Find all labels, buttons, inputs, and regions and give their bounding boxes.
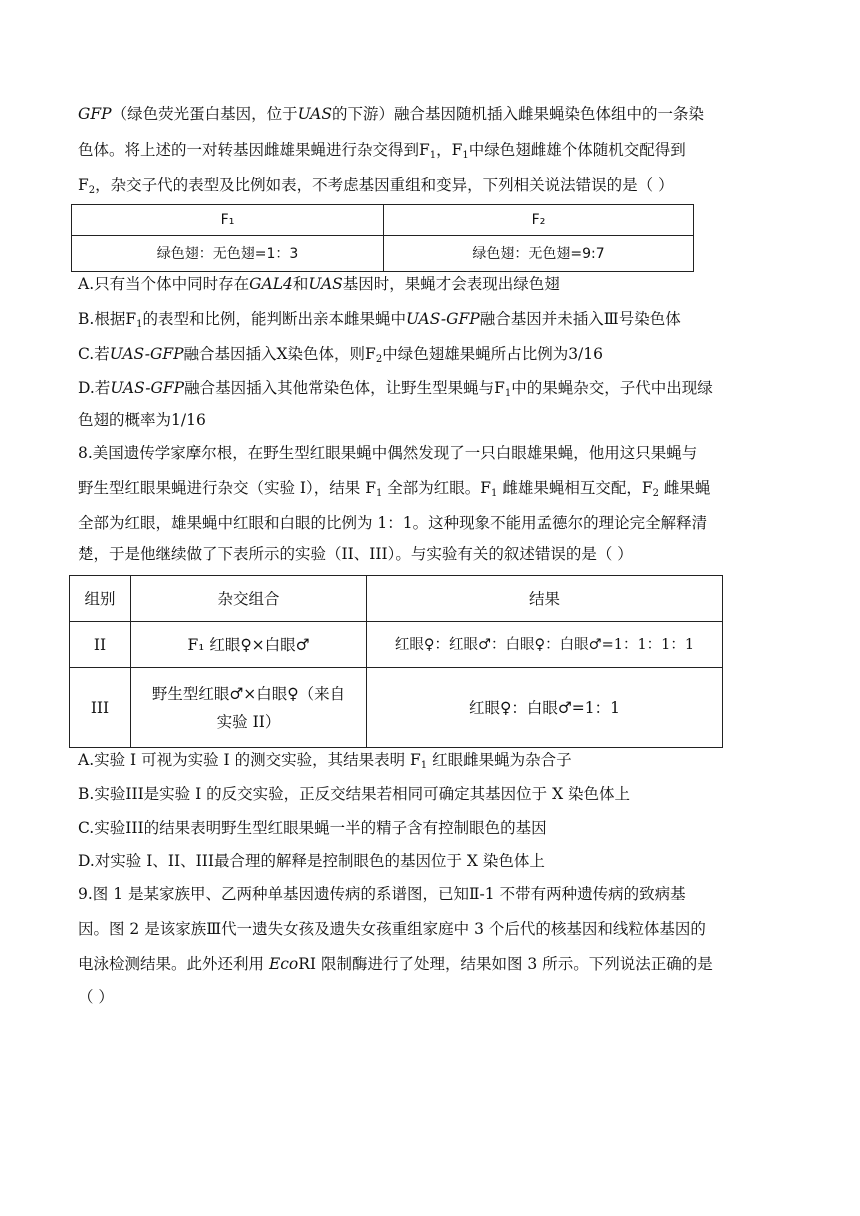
text: A.只有当个体中同时存在 [78, 275, 250, 293]
text: 雌雄果蝇相互交配，F [497, 479, 653, 497]
q7-option-d [78, 377, 713, 405]
text: 中绿色翅雄果蝇所占比例为3/16 [382, 345, 603, 363]
q9-stem-line3 [78, 953, 713, 975]
q8-stem-line3: 全部为红眼，雄果蝇中红眼和白眼的比例为 1：1。这种现象不能用孟德尔的理论完全解释清 [78, 514, 708, 532]
subscript: 2 [375, 354, 383, 365]
table-header-result: 结果 [367, 576, 723, 622]
text: B.根据F [78, 310, 137, 328]
text: 色体。将上述的一对转基因雌雄果蝇进行杂交得到F [78, 141, 430, 159]
table-cell-f1-ratio: 绿色翅：无色翅=1：3 [72, 236, 384, 272]
cross-line2: 实验 II） [216, 712, 281, 731]
q8-table [69, 575, 723, 748]
q7-stem-line3 [78, 174, 674, 202]
gene-name: UAS-GFP [110, 379, 185, 397]
q7-table [71, 204, 694, 272]
text: 电泳检测结果。此外还利用 [78, 955, 269, 973]
table-header-f1: F₁ [72, 205, 384, 236]
text: ，F [436, 141, 463, 159]
q8-option-b: B.实验III是实验 I 的反交实验，正反交结果若相同可确定其基因位于 X 染色体上 [78, 785, 631, 803]
text: 中的果蝇杂交，子代中出现绿 [511, 379, 713, 397]
text: 雌果蝇 [658, 479, 711, 497]
text: D.若 [78, 379, 111, 397]
subscript: 2 [88, 185, 96, 196]
text: 和 [292, 275, 309, 293]
q7-option-c [78, 343, 603, 371]
q8-stem-line2 [78, 477, 710, 505]
text: 基因时，果蝇才会表现出绿色翅 [342, 275, 560, 293]
text: 全部为红眼。F [382, 479, 492, 497]
gene-name: UAS [308, 275, 343, 293]
subscript: 2 [652, 488, 659, 499]
subscript: 1 [429, 150, 437, 161]
table-cell-result: 红眼♀：白眼♂=1：1 [367, 668, 723, 748]
subscript: 1 [420, 760, 428, 771]
text: 融合基因并未插入Ⅲ号染色体 [479, 310, 681, 328]
q9-stem-line4: （ ） [78, 988, 114, 1006]
q8-stem-line1: 8.美国遗传学家摩尔根，在野生型红眼果蝇中偶然发现了一只白眼雄果蝇，他用这只果蝇与 [78, 444, 698, 462]
gene-name: GFP [78, 105, 112, 123]
text: （绿色荧光蛋白基因，位于 [111, 105, 298, 123]
text: ，杂交子代的表型及比例如表，不考虑基因重组和变异，下列相关说法错误的是（ ） [95, 176, 674, 194]
text: 的下游）融合基因随机插入雌果蝇染色体组中的一条染 [332, 105, 705, 123]
subscript: 1 [504, 388, 512, 399]
q8-option-d: D.对实验 I、II、III最合理的解释是控制眼色的基因位于 X 染色体上 [78, 852, 545, 870]
gene-name: GAL4 [249, 275, 293, 293]
subscript: 1 [136, 319, 143, 330]
table-cell-cross: F₁ 红眼♀×白眼♂ [131, 622, 367, 668]
text: 中绿色翅雌雄个体随机交配得到 [468, 141, 686, 159]
text: 融合基因插入其他常染色体，让野生型果蝇与F [184, 379, 505, 397]
q7-option-d-line2: 色翅的概率为1/16 [78, 411, 206, 429]
cross-line1: 野生型红眼♂×白眼♀（来自 [151, 684, 346, 703]
text: A.实验 I 可视为实验 I 的测交实验，其结果表明 F [78, 751, 421, 769]
gene-name: UAS-GFP [109, 345, 184, 363]
table-header-f2: F₂ [384, 205, 694, 236]
table-cell-f2-ratio: 绿色翅：无色翅=9:7 [384, 236, 694, 272]
text: 融合基因插入X染色体，则F [183, 345, 376, 363]
q8-option-c: C.实验III的结果表明野生型红眼果蝇一半的精子含有控制眼色的基因 [78, 819, 547, 837]
text: 红眼雌果蝇为杂合子 [427, 751, 572, 769]
q7-option-b [78, 308, 681, 336]
table-header-group: 组别 [70, 576, 131, 622]
table-cell-group: II [70, 622, 131, 668]
q9-stem-line2: 因。图 2 是该家族Ⅲ代一遗失女孩及遗失女孩重组家庭中 3 个后代的核基因和线粒体基因的 [78, 920, 706, 938]
gene-name: UAS-GFP [405, 310, 480, 328]
q7-option-a [78, 273, 560, 295]
text: 的表型和比例，能判断出亲本雌果蝇中 [142, 310, 406, 328]
q9-stem-line1: 9.图 1 是某家族甲、乙两种单基因遗传病的系谱图，已知Ⅱ-1 不带有两种遗传病的致病基 [78, 885, 686, 903]
table-cell-cross [131, 668, 367, 748]
text: F [78, 176, 89, 194]
subscript: 1 [375, 488, 383, 499]
q7-stem-line1 [78, 103, 704, 125]
q8-option-a [78, 749, 572, 777]
table-header-cross: 杂交组合 [131, 576, 367, 622]
enzyme-name: Eco [268, 955, 299, 973]
text: RI 限制酶进行了处理，结果如图 3 所示。下列说法正确的是 [298, 955, 713, 973]
subscript: 1 [491, 488, 498, 499]
text: 野生型红眼果蝇进行杂交（实验 I），结果 F [78, 479, 376, 497]
table-cell-result: 红眼♀：红眼♂：白眼♀：白眼♂=1：1：1：1 [367, 622, 723, 668]
q7-stem-line2 [78, 139, 686, 167]
table-cell-group: III [70, 668, 131, 748]
gene-name: UAS [297, 105, 332, 123]
q8-stem-line4: 楚，于是他继续做了下表所示的实验（II、III）。与实验有关的叙述错误的是（ ） [78, 545, 633, 563]
text: C.若 [78, 345, 110, 363]
subscript: 1 [462, 150, 469, 161]
